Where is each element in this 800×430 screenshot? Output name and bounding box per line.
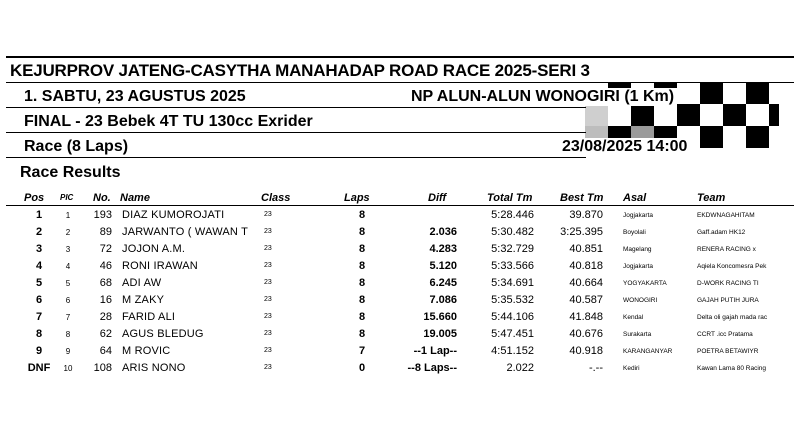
cell-laps: 8 bbox=[358, 209, 366, 221]
cell-asal: Jogjakarta bbox=[623, 263, 653, 270]
table-row bbox=[0, 326, 800, 343]
cell-total: 5:32.729 bbox=[491, 243, 534, 255]
cell-no: 108 bbox=[93, 362, 112, 374]
table-row bbox=[0, 343, 800, 360]
cell-no: 72 bbox=[99, 243, 112, 255]
cell-team: GAJAH PUTIH JURA bbox=[697, 297, 759, 304]
cell-no: 28 bbox=[99, 311, 112, 323]
cell-diff: 15.660 bbox=[423, 311, 457, 323]
cell-asal: Surakarta bbox=[623, 331, 652, 338]
class-title: FINAL - 23 Bebek 4T TU 130cc Exrider bbox=[24, 113, 313, 130]
col-diff: Diff bbox=[428, 192, 447, 204]
cell-best: 41.848 bbox=[569, 311, 603, 323]
cell-pic: 3 bbox=[65, 245, 71, 254]
table-row bbox=[0, 241, 800, 258]
cell-class: 23 bbox=[264, 313, 272, 320]
cell-pic: 5 bbox=[65, 279, 71, 288]
cell-best: 40.851 bbox=[569, 243, 603, 255]
col-class: Class bbox=[261, 192, 291, 204]
cell-pos: 6 bbox=[35, 294, 43, 306]
cell-class: 23 bbox=[264, 245, 272, 252]
cell-team: D-WORK RACING TI bbox=[697, 280, 759, 287]
header-rule bbox=[6, 107, 586, 108]
cell-laps: 8 bbox=[358, 277, 366, 289]
event-title: KEJURPROV JATENG-CASYTHA MANAHADAP ROAD RACE 2025-SERI 3 bbox=[10, 61, 590, 80]
cell-class: 23 bbox=[264, 211, 272, 218]
cell-best: 39.870 bbox=[569, 209, 603, 221]
cell-total: 5:47.451 bbox=[491, 328, 534, 340]
cell-best: 40.918 bbox=[569, 345, 603, 357]
cell-name: JOJON A.M. bbox=[122, 243, 186, 255]
col-asal: Asal bbox=[623, 192, 647, 204]
cell-class: 23 bbox=[264, 279, 272, 286]
cell-diff: --1 Lap-- bbox=[413, 345, 457, 357]
cell-asal: Kediri bbox=[623, 365, 640, 372]
cell-pos: 9 bbox=[35, 345, 43, 357]
cell-asal: Magelang bbox=[623, 246, 652, 253]
table-row bbox=[0, 207, 800, 224]
cell-name: FARID ALI bbox=[122, 311, 176, 323]
cell-pic: 4 bbox=[65, 262, 71, 271]
cell-pos: 3 bbox=[35, 243, 43, 255]
cell-total: 5:28.446 bbox=[491, 209, 534, 221]
col-pic: PIC bbox=[60, 193, 74, 202]
cell-pos: 4 bbox=[35, 260, 43, 272]
cell-diff: 7.086 bbox=[429, 294, 457, 306]
cell-name: M ROVIC bbox=[122, 345, 171, 357]
race-laps: Race (8 Laps) bbox=[24, 138, 129, 155]
cell-laps: 8 bbox=[358, 328, 366, 340]
table-row bbox=[0, 360, 800, 377]
cell-team: POETRA BETAWIYR bbox=[697, 348, 759, 355]
cell-class: 23 bbox=[264, 296, 272, 303]
cell-best: 40.818 bbox=[569, 260, 603, 272]
cell-team: Gaff.adam HK12 bbox=[697, 229, 746, 236]
cell-asal: Kendal bbox=[623, 314, 644, 321]
cell-laps: 8 bbox=[358, 294, 366, 306]
cell-name: ADI AW bbox=[122, 277, 162, 289]
cell-pic: 9 bbox=[65, 347, 71, 356]
header-rule bbox=[6, 132, 586, 133]
cell-total: 5:33.566 bbox=[491, 260, 534, 272]
cell-pic: 2 bbox=[65, 228, 71, 237]
cell-laps: 7 bbox=[358, 345, 366, 357]
col-no: No. bbox=[93, 192, 111, 204]
cell-team: EKDWNAGAHITAM bbox=[697, 212, 755, 219]
cell-team: Aqiela Koncomesra Pek bbox=[697, 263, 767, 270]
cell-team: Kawan Lama 80 Racing bbox=[697, 365, 767, 372]
cell-best: 40.676 bbox=[569, 328, 603, 340]
cell-no: 89 bbox=[99, 226, 112, 238]
cell-asal: WONOGIRI bbox=[623, 297, 658, 304]
cell-laps: 8 bbox=[358, 260, 366, 272]
cell-class: 23 bbox=[264, 347, 272, 354]
table-row bbox=[0, 292, 800, 309]
cell-pic: 7 bbox=[65, 313, 71, 322]
cell-name: AGUS BLEDUG bbox=[122, 328, 204, 340]
col-name: Name bbox=[120, 192, 150, 204]
cell-diff: --8 Laps-- bbox=[407, 362, 457, 374]
table-row bbox=[0, 224, 800, 241]
cell-laps: 8 bbox=[358, 243, 366, 255]
cell-name: ARIS NONO bbox=[122, 362, 186, 374]
cell-pos: DNF bbox=[27, 362, 51, 374]
cell-laps: 0 bbox=[358, 362, 366, 374]
cell-no: 68 bbox=[99, 277, 112, 289]
cell-pic: 6 bbox=[65, 296, 71, 305]
cell-laps: 8 bbox=[358, 311, 366, 323]
header-rule bbox=[6, 157, 586, 158]
cell-team: CCRT .icc Pratama bbox=[697, 331, 753, 338]
cell-pic: 1 bbox=[65, 211, 71, 220]
col-laps: Laps bbox=[344, 192, 370, 204]
cell-total: 5:44.106 bbox=[491, 311, 534, 323]
cell-name: JARWANTO ( WAWAN T bbox=[122, 226, 249, 238]
cell-asal: KARANGANYAR bbox=[623, 348, 673, 355]
top-rule bbox=[6, 56, 794, 58]
cell-name: DIAZ KUMOROJATI bbox=[122, 209, 225, 221]
col-team: Team bbox=[697, 192, 726, 204]
cell-pos: 8 bbox=[35, 328, 43, 340]
cell-pos: 1 bbox=[35, 209, 43, 221]
cell-best: 3:25.395 bbox=[560, 226, 603, 238]
cell-team: Delta oli gajah mada rac bbox=[697, 314, 767, 321]
cell-no: 16 bbox=[99, 294, 112, 306]
session-day: 1. SABTU, 23 AGUSTUS 2025 bbox=[24, 88, 246, 105]
cell-total: 2.022 bbox=[506, 362, 534, 374]
cell-pos: 7 bbox=[35, 311, 43, 323]
cell-class: 23 bbox=[264, 330, 272, 337]
cell-name: M ZAKY bbox=[122, 294, 165, 306]
cell-no: 62 bbox=[99, 328, 112, 340]
cell-class: 23 bbox=[264, 364, 272, 371]
cell-total: 5:34.691 bbox=[491, 277, 534, 289]
cell-diff: 6.245 bbox=[429, 277, 457, 289]
race-datetime: 23/08/2025 14:00 bbox=[562, 138, 688, 155]
col-pos: Pos bbox=[24, 192, 45, 204]
cell-diff: 4.283 bbox=[429, 243, 457, 255]
cell-best: 40.587 bbox=[569, 294, 603, 306]
cell-best: 40.664 bbox=[569, 277, 603, 289]
cell-class: 23 bbox=[264, 262, 272, 269]
cell-total: 5:30.482 bbox=[491, 226, 534, 238]
cell-diff: 2.036 bbox=[429, 226, 457, 238]
cell-total: 5:35.532 bbox=[491, 294, 534, 306]
cell-best: -.-- bbox=[588, 362, 603, 374]
table-row bbox=[0, 309, 800, 326]
cell-class: 23 bbox=[264, 228, 272, 235]
col-total-time: Total Tm bbox=[487, 192, 533, 204]
table-row bbox=[0, 258, 800, 275]
cell-asal: Jogjakarta bbox=[623, 212, 653, 219]
venue: NP ALUN-ALUN WONOGIRI (1 Km) bbox=[411, 88, 677, 106]
cell-no: 46 bbox=[99, 260, 112, 272]
cell-no: 64 bbox=[99, 345, 112, 357]
cell-pic: 10 bbox=[63, 364, 73, 373]
cell-team: RENERA RACING x bbox=[697, 246, 756, 253]
cell-pos: 5 bbox=[35, 277, 43, 289]
cell-total: 4:51.152 bbox=[491, 345, 534, 357]
cell-pic: 8 bbox=[65, 330, 71, 339]
header-separator bbox=[6, 205, 794, 206]
cell-diff: 19.005 bbox=[423, 328, 457, 340]
table-row bbox=[0, 275, 800, 292]
results-title: Race Results bbox=[20, 164, 121, 181]
cell-diff: 5.120 bbox=[429, 260, 457, 272]
cell-no: 193 bbox=[93, 209, 112, 221]
cell-laps: 8 bbox=[358, 226, 366, 238]
col-best-time: Best Tm bbox=[560, 192, 604, 204]
cell-pos: 2 bbox=[35, 226, 43, 238]
cell-asal: Boyolali bbox=[623, 229, 646, 236]
cell-name: RONI IRAWAN bbox=[122, 260, 198, 272]
cell-asal: YOGYAKARTA bbox=[623, 280, 667, 287]
